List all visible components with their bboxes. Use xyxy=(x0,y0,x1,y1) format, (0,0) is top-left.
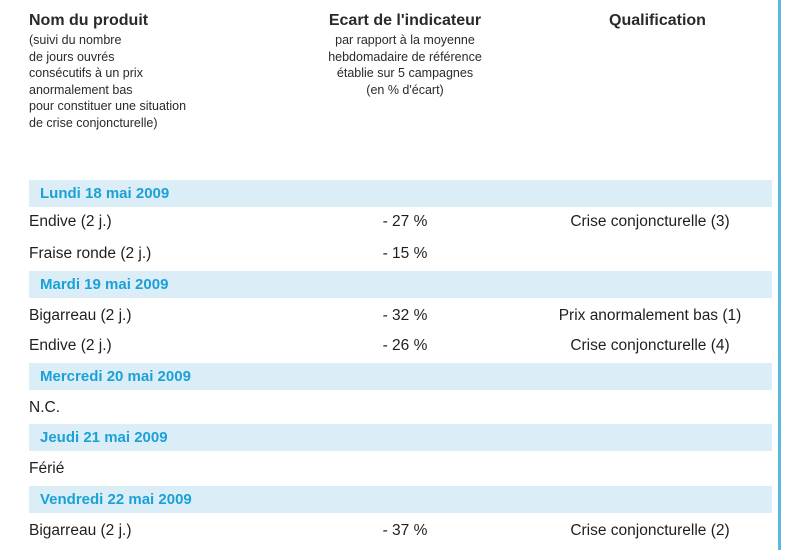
gap-value: - 15 % xyxy=(382,245,428,262)
header-product-line: anormalement bas xyxy=(29,82,133,97)
header-product-subtitle xyxy=(29,32,289,131)
day-header xyxy=(29,363,772,390)
gap-value: - 27 % xyxy=(382,213,428,230)
product-name: Bigarreau (2 j.) xyxy=(29,307,132,324)
product-name: N.C. xyxy=(29,399,60,416)
day-header xyxy=(29,271,772,298)
table-header xyxy=(0,10,778,170)
gap-value: - 26 % xyxy=(382,337,428,354)
header-gap-subtitle xyxy=(285,32,525,98)
day-date: Vendredi 22 mai 2009 xyxy=(40,491,192,508)
header-gap-column xyxy=(285,10,525,98)
product-name: Endive (2 j.) xyxy=(29,213,112,230)
product-name: Endive (2 j.) xyxy=(29,337,112,354)
gap-value: - 32 % xyxy=(382,307,428,324)
header-product-line: pour constituer une situation xyxy=(29,99,187,113)
product-name: Férié xyxy=(29,460,65,477)
qualification-value: Crise conjoncturelle (4) xyxy=(570,337,730,354)
header-product-line: de jours ouvrés xyxy=(29,49,115,64)
header-product-line: (suivi du nombre xyxy=(29,33,122,47)
header-gap-line: (en % d'écart) xyxy=(366,82,444,97)
day-date: Mercredi 20 mai 2009 xyxy=(40,368,191,385)
table-row xyxy=(0,239,778,269)
table-row xyxy=(0,393,778,423)
day-date: Lundi 18 mai 2009 xyxy=(40,185,170,202)
day-header xyxy=(29,424,772,451)
gap-value: - 37 % xyxy=(382,522,428,539)
product-name: Bigarreau (2 j.) xyxy=(29,522,132,539)
day-date: Jeudi 21 mai 2009 xyxy=(40,429,168,446)
header-qualification-title: Qualification xyxy=(609,12,706,29)
table-row xyxy=(0,301,778,331)
qualification-value: Crise conjoncturelle (3) xyxy=(570,213,730,230)
header-qualification-column xyxy=(550,10,765,32)
header-gap-line: par rapport à la moyenne xyxy=(335,33,475,47)
header-product-line: consécutifs à un prix xyxy=(29,66,143,80)
qualification-value: Crise conjoncturelle (2) xyxy=(570,522,730,539)
product-name: Fraise ronde (2 j.) xyxy=(29,245,152,262)
table-row xyxy=(0,331,778,361)
right-border-rule xyxy=(778,0,781,550)
table-row xyxy=(0,516,778,546)
day-header xyxy=(29,486,772,513)
header-gap-line: hebdomadaire de référence xyxy=(328,49,482,64)
header-product-line: de crise conjoncturelle) xyxy=(29,115,158,130)
table-row xyxy=(0,454,778,484)
header-gap-line: établie sur 5 campagnes xyxy=(336,66,474,80)
day-header xyxy=(29,180,772,207)
header-gap-title: Ecart de l'indicateur xyxy=(328,12,482,29)
qualification-value: Prix anormalement bas (1) xyxy=(558,307,742,324)
header-product-column xyxy=(29,10,289,131)
day-date: Mardi 19 mai 2009 xyxy=(40,276,169,293)
table-row xyxy=(0,207,778,237)
header-product-title: Nom du produit xyxy=(29,12,149,29)
